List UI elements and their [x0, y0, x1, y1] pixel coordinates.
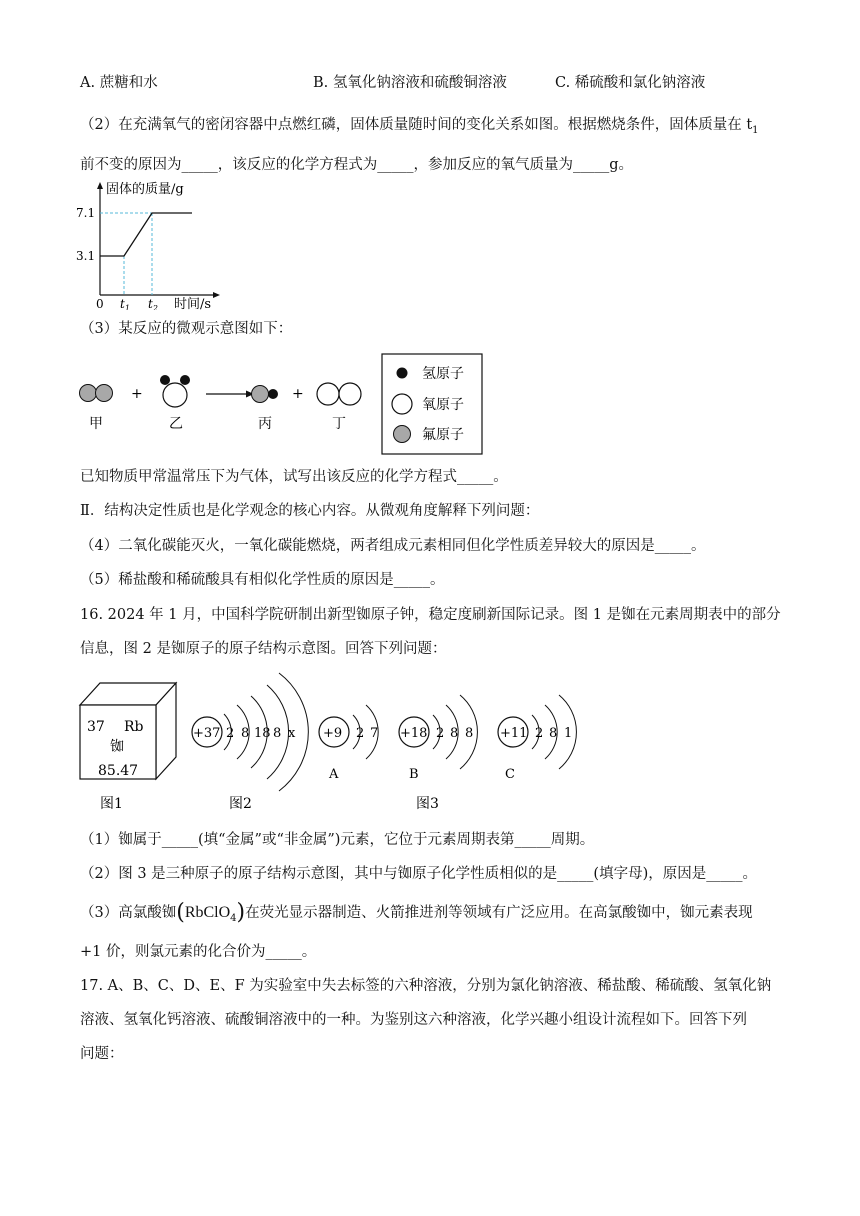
q17-line3: 问题：: [80, 1046, 124, 1062]
q15-part2-line2: 前不变的原因为_____，该反应的化学方程式为_____，参加反应的氧气质量为_____g。: [80, 157, 634, 173]
graph-xlabel: 时间/s: [174, 297, 212, 310]
label-a: A: [329, 767, 339, 782]
legend-hydrogen: 氢原子: [422, 366, 464, 382]
label-yi: 乙: [169, 416, 183, 432]
graph-xtick-t2: $t_2$: [148, 297, 158, 310]
element-name: 铷: [110, 739, 124, 755]
svg-text:7: 7: [370, 726, 379, 741]
q15-part3-answer: 已知物质甲常温常压下为气体，试写出该反应的化学方程式_____。: [80, 469, 508, 485]
svg-text:+9: +9: [323, 726, 343, 741]
q17-line2: 溶液、氢氧化钙溶液、硫酸铜溶液中的一种。为鉴别这六种溶液，化学兴趣小组设计流程如下。回答下列: [80, 1012, 747, 1028]
svg-text:+: +: [292, 386, 304, 402]
rb-nucleus: +37: [193, 726, 221, 741]
graph-origin: 0: [96, 297, 104, 310]
formula-rbclo4: (: [176, 900, 185, 925]
option-c: C. 稀硫酸和氯化钠溶液: [555, 75, 706, 91]
caption-fig1: 图1: [100, 796, 123, 812]
hydrogen-atom: [180, 375, 190, 385]
oxygen-atom: [392, 394, 412, 414]
q16-sub1: （1）铷属于_____(填“金属”或“非金属”)元素，它位于元素周期表第_____周期。: [80, 832, 595, 848]
fluorine-atom: [96, 385, 113, 402]
svg-text:2: 2: [436, 726, 445, 741]
svg-text:8: 8: [450, 726, 459, 741]
legend-fluorine: 氟原子: [422, 427, 464, 443]
q16-sub3-line2: +1 价，则氯元素的化合价为_____。: [80, 944, 317, 960]
label-bing: 丙: [258, 416, 272, 432]
caption-fig3: 图3: [416, 796, 439, 812]
oxygen-atom: [339, 383, 361, 405]
rb-atom-structure: [192, 673, 308, 791]
oxygen-atom: [163, 383, 187, 407]
q16-stem-line2: 信息，图 2 是铷原子的原子结构示意图。回答下列问题：: [80, 641, 447, 657]
svg-text:2: 2: [226, 726, 235, 741]
oxygen-atom: [317, 383, 339, 405]
element-symbol: Rb: [124, 719, 144, 735]
graph-ytick-7-1: 7.1: [76, 206, 96, 220]
svg-text:2: 2: [356, 726, 365, 741]
legend-oxygen: 氧原子: [422, 397, 464, 413]
atom-c-structure: [498, 695, 576, 782]
element-card: [80, 683, 176, 779]
part2-intro: Ⅱ．结构决定性质也是化学观念的核心内容。从微观角度解释下列问题：: [80, 503, 540, 519]
graph-ytick-3-1: 3.1: [76, 249, 96, 263]
q15-part2-line1: （2）在充满氧气的密闭容器中点燃红磷，固体质量随时间的变化关系如图。根据燃烧条件，固体质量在 $t_1$: [80, 117, 759, 136]
svg-text:8: 8: [273, 726, 282, 741]
fluorine-atom: [394, 426, 411, 443]
option-b: B. 氢氧化钠溶液和硫酸铜溶液: [313, 75, 507, 91]
q15-part5: （5）稀盐酸和稀硫酸具有相似化学性质的原因是_____。: [80, 572, 445, 588]
option-a: A. 蔗糖和水: [80, 75, 158, 91]
graph-ylabel: 固体的质量/g: [106, 182, 184, 197]
atom-b-structure: [399, 695, 477, 782]
label-ding: 丁: [332, 416, 346, 432]
svg-text:x: x: [288, 726, 296, 741]
graph-xtick-t1: $t_1$: [120, 297, 130, 310]
hydrogen-atom: [160, 375, 170, 385]
caption-fig2: 图2: [229, 796, 252, 812]
svg-text:8: 8: [241, 726, 250, 741]
atomic-mass: 85.47: [98, 763, 139, 779]
mass-time-graph: [74, 180, 234, 310]
q15-part3-line: （3）某反应的微观示意图如下：: [80, 321, 293, 337]
label-jia: 甲: [89, 416, 103, 432]
svg-text:1: 1: [564, 726, 573, 741]
hydrogen-atom: [397, 368, 408, 379]
q16-stem-line1: 16. 2024 年 1 月，中国科学院研制出新型铷原子钟，稳定度刷新国际记录。图 1 是铷在元素周期表中的部分: [80, 607, 781, 623]
micro-reaction-diagram: [70, 352, 490, 457]
atom-a-structure: [319, 705, 378, 782]
svg-text:+11: +11: [500, 726, 528, 741]
q17-line1: 17. A、B、C、D、E、F 为实验室中失去标签的六种溶液，分别为氯化钠溶液、稀盐酸、稀硫酸、氢氧化钠: [80, 978, 772, 994]
label-c: C: [505, 767, 515, 782]
q16-figures: [74, 665, 594, 815]
svg-text:+: +: [131, 386, 143, 402]
svg-text:8: 8: [465, 726, 474, 741]
fluorine-atom: [252, 386, 269, 403]
svg-text:8: 8: [549, 726, 558, 741]
q16-sub2: （2）图 3 是三种原子的原子结构示意图，其中与铷原子化学性质相似的是_____(填字母)，原因是_____。: [80, 866, 757, 882]
svg-text:18: 18: [254, 726, 271, 741]
svg-text:2: 2: [535, 726, 544, 741]
hydrogen-atom: [268, 389, 278, 399]
fluorine-atom: [80, 385, 97, 402]
q15-part4: （4）二氧化碳能灭火，一氧化碳能燃烧，两者组成元素相同但化学性质差异较大的原因是_____。: [80, 538, 706, 554]
svg-text:+18: +18: [400, 726, 428, 741]
atomic-number: 37: [87, 719, 105, 735]
q16-sub3-line1: （3）高氯酸铷(RbClO$_4$)在荧光显示器制造、火箭推进剂等领域有广泛应用。在高氯酸铷中，铷元素表现: [80, 900, 753, 925]
label-b: B: [409, 767, 419, 782]
